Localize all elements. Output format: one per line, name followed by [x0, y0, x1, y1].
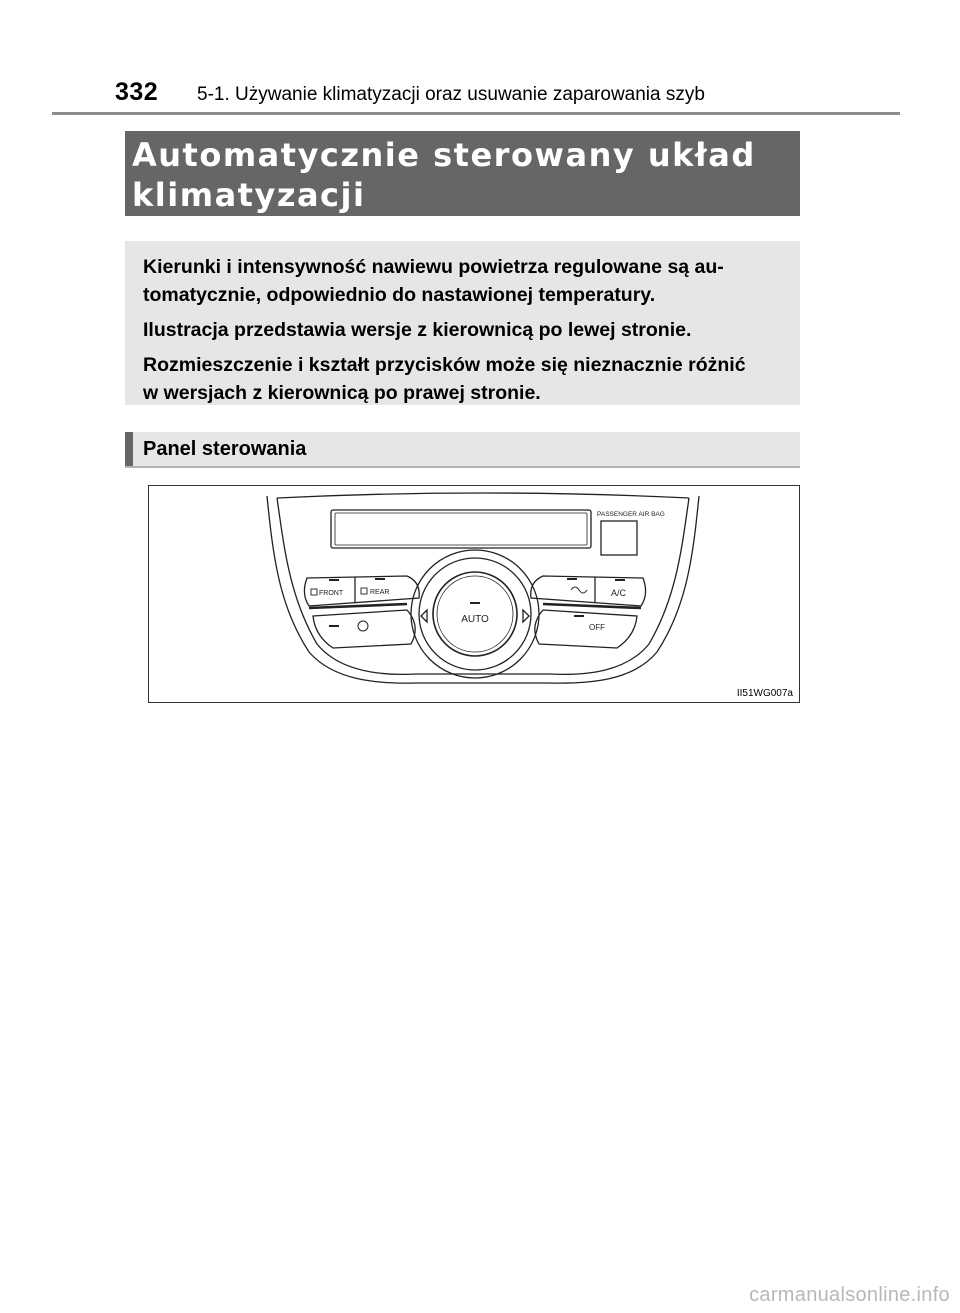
subsection-accent-bar [125, 432, 133, 466]
label-front: FRONT [319, 590, 344, 597]
intro-paragraph-1-line-2: tomatycznie, odpowiednio do nastawionej temperatury. [143, 284, 656, 306]
label-passenger-airbag: PASSENGER AIR BAG [597, 511, 665, 518]
intro-paragraph-1 [143, 253, 786, 309]
figure-code: II51WG007a [736, 688, 793, 699]
section-title-line-2: klimatyzacji [132, 176, 366, 214]
label-auto: AUTO [461, 614, 489, 625]
subsection-heading [125, 432, 800, 468]
page-header [0, 0, 960, 115]
chapter-title: 5-1. Używanie klimatyzacji oraz usuwanie zaparowania szyb [197, 84, 705, 105]
intro-paragraph-3-line-1: Rozmieszczenie i kształt przycisków może się nieznacznie różnić [143, 354, 746, 376]
intro-paragraph-3-line-2: w wersjach z kierownicą po prawej stronie. [143, 382, 541, 404]
section-title-line-1: Automatycznie sterowany układ [132, 136, 756, 174]
label-rear: REAR [370, 589, 390, 596]
intro-paragraph-3 [143, 351, 786, 407]
intro-box [125, 241, 800, 405]
page-number: 332 [115, 78, 159, 106]
label-ac: A/C [611, 588, 627, 598]
watermark-text: carmanualsonline.info [749, 1284, 950, 1306]
intro-paragraph-1-line-1: Kierunki i intensywność nawiewu powietrza regulowane są au- [143, 256, 724, 278]
control-panel-figure [148, 485, 800, 703]
intro-paragraph-2: Ilustracja przedstawia wersje z kierownicą po lewej stronie. [143, 319, 692, 341]
control-panel-illustration [149, 486, 799, 702]
header-divider [52, 112, 900, 115]
label-off: OFF [589, 623, 605, 632]
subsection-title: Panel sterowania [143, 438, 307, 460]
section-title [125, 131, 800, 216]
